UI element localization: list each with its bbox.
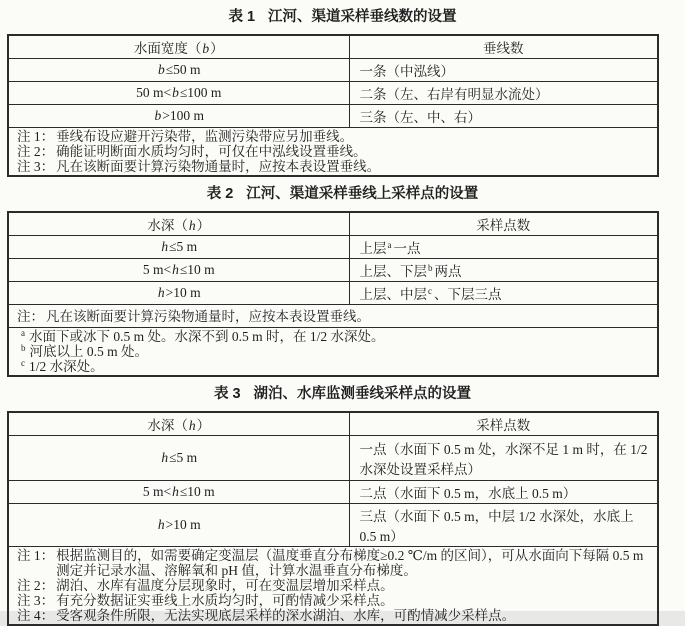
table-row [8, 59, 658, 82]
variable-h: h [161, 450, 169, 465]
table1-col-header-width: 水面宽度（b） [8, 35, 349, 59]
table-row [8, 282, 658, 305]
table2-block [0, 185, 685, 377]
cell-depth-condition: h>10 m [8, 282, 349, 305]
cell-line-count: 三条（左、中、右） [349, 105, 658, 128]
table1-notes [8, 128, 658, 177]
table1-header-row [8, 35, 658, 59]
table1-col-header-lines: 垂线数 [349, 35, 658, 59]
variable-h: h [188, 418, 196, 433]
cell-depth-condition: h≤5 m [8, 236, 349, 259]
cell-width-condition: 50 m<b≤100 m [8, 82, 349, 105]
table2-title-text: 江河、渠道采样垂线上采样点的设置 [246, 186, 479, 202]
note-line: 注 2： 确能证明断面水质均匀时，可仅在中泓线设置垂线。 [17, 144, 367, 159]
table2-col-header-points: 采样点数 [349, 212, 658, 236]
variable-h: h [172, 262, 179, 277]
note-line: 注 1： 垂线布设应避开污染带，监测污染带应另加垂线。 [17, 129, 354, 144]
table3-col-header-points: 采样点数 [349, 412, 658, 436]
table2-header-row [8, 212, 658, 236]
footnote-marker: c [21, 357, 25, 368]
footnote-line: $^b$ 河底以上 0.5 m 处。 [21, 342, 149, 359]
table-row [8, 236, 658, 259]
table3-title-number: 表 3 [213, 386, 241, 402]
cell-line-count: 二条（左、右岸有明显水流处） [349, 82, 658, 105]
variable-b: b [154, 108, 162, 123]
footnote-marker: a [387, 239, 392, 250]
cell-depth-condition: 5 m<h≤10 m [8, 481, 349, 504]
cell-sample-points: 三点（水面下 0.5 m，中层 1/2 水深处，水底上 0.5 m） [349, 504, 658, 547]
table1-title-text: 江河、渠道采样垂线数的设置 [268, 9, 457, 25]
table1-block [0, 8, 685, 177]
footnote-line: $^c$ 1/2 水深处。 [21, 357, 104, 374]
table1-title-number: 表 1 [228, 9, 256, 25]
table-row [8, 481, 658, 504]
cell-width-condition: b≤50 m [8, 59, 349, 82]
table2-footnotes [8, 328, 658, 377]
variable-h: h [188, 218, 196, 233]
table2-title [0, 185, 685, 204]
table2-note [8, 305, 658, 328]
table-row [8, 82, 658, 105]
table1-title [0, 8, 685, 27]
footnote-marker: b [428, 262, 433, 273]
variable-h: h [157, 285, 165, 300]
footnote-marker: c [428, 285, 432, 296]
footnote-marker: b [21, 342, 26, 353]
table1 [7, 34, 659, 177]
cell-sample-points: 上层、下层$^b$ 两点 [349, 259, 658, 282]
cell-sample-points: 上层、中层$^c$ 、下层三点 [349, 282, 658, 305]
cell-depth-condition: h>10 m [8, 504, 349, 547]
variable-h: h [172, 484, 179, 499]
table2-footnotes-row [8, 328, 658, 377]
cell-depth-condition: 5 m<h≤10 m [8, 259, 349, 282]
table2-note-row [8, 305, 658, 328]
table2-col-header-depth: 水深（h） [8, 212, 349, 236]
table2-title-number: 表 2 [206, 186, 234, 202]
footnote-marker: a [21, 327, 25, 338]
table3-header-row [8, 412, 658, 436]
table3-title [0, 385, 685, 404]
variable-h: h [161, 239, 169, 254]
table-row [8, 436, 658, 481]
table3-notes [8, 547, 658, 626]
table-row [8, 259, 658, 282]
cell-width-condition: b>100 m [8, 105, 349, 128]
cell-sample-points: 上层$^a$ 一点 [349, 236, 658, 259]
table3-col-header-depth: 水深（h） [8, 412, 349, 436]
variable-h: h [157, 517, 165, 532]
note-line: 注 3： 有充分数据证实垂线上水质均匀时，可酌情减少采样点。 [17, 593, 394, 608]
note-line: 注 1： 根据监测目的，如需要确定变温层（温度垂直分布梯度≥0.2 ℃/m 的区间），可从水面向下每隔 0.5 m 测定并记录水温、溶解氧和 pH 值，计算水温垂直分布梯度。 [17, 548, 644, 578]
table1-notes-row [8, 128, 658, 177]
table-row [8, 105, 658, 128]
note-line: 注 2： 湖泊、水库有温度分层现象时，可在变温层增加采样点。 [17, 578, 394, 593]
variable-b: b [157, 62, 165, 77]
variable-b: b [202, 41, 210, 56]
cell-line-count: 一条（中泓线） [349, 59, 658, 82]
table3-title-text: 湖泊、水库监测垂线采样点的设置 [253, 386, 472, 402]
variable-b: b [172, 85, 179, 100]
cell-depth-condition: h≤5 m [8, 436, 349, 481]
table3 [7, 411, 659, 626]
cell-sample-points: 二点（水面下 0.5 m，水底上 0.5 m） [349, 481, 658, 504]
cell-sample-points: 一点（水面下 0.5 m 处，水深不足 1 m 时，在 1/2 水深处设置采样点） [349, 436, 658, 481]
table-row [8, 504, 658, 547]
table2 [7, 211, 659, 377]
footnote-line: $^a$ 水面下或冰下 0.5 m 处。水深不到 0.5 m 时，在 1/2 水深处。 [21, 327, 385, 344]
note-line: 注 3： 凡在该断面要计算污染物通量时，应按本表设置垂线。 [17, 159, 381, 174]
note-line: 注： 凡在该断面要计算污染物通量时，应按本表设置垂线。 [17, 308, 370, 324]
note-line: 注 4： 受客观条件所限，无法实现底层采样的深水湖泊、水库，可酌情减少采样点。 [17, 608, 516, 623]
table3-block [0, 385, 685, 626]
table3-notes-row [8, 547, 658, 626]
